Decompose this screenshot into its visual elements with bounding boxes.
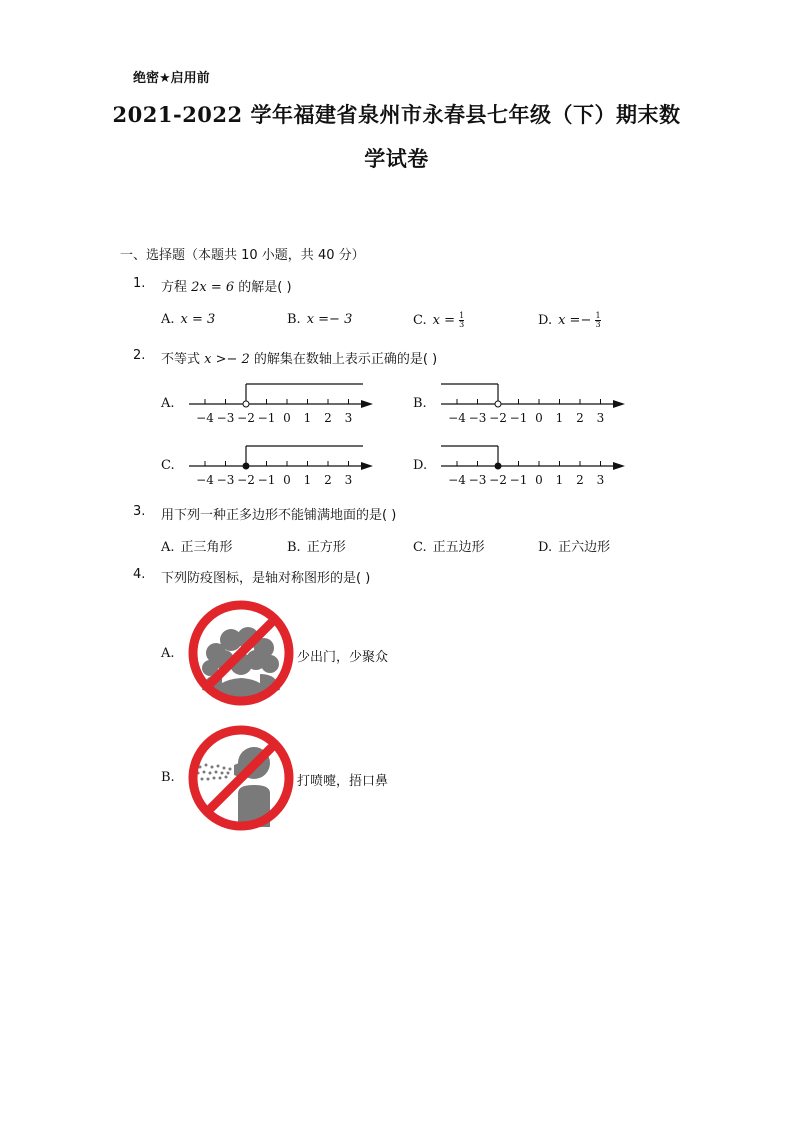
option-label: C. [413,313,427,328]
number-line-d [437,440,632,490]
tick-label: −3 [216,411,235,425]
option-text: 正五边形 [432,540,485,555]
tick-label: 1 [555,473,564,487]
number-line-b [437,378,632,428]
option-text: 正三角形 [180,540,233,555]
tick-label: −1 [509,473,528,487]
exam-title-line1: 2021-2022 学年福建省泉州市永春县七年级（下）期末数 [112,102,681,127]
tick-label: −4 [448,411,466,425]
option-text: x =− 3 [306,312,353,327]
option-a-label: A. [161,646,175,661]
closed-point [495,463,501,469]
stem-text: 的解是( ) [234,280,292,295]
axis-arrow [361,462,373,470]
tick-label: 1 [303,473,312,487]
tick-label: 3 [344,473,353,487]
option-d-label: D. [413,458,428,473]
tick-label: 0 [535,411,543,425]
tick-label: 3 [344,411,353,425]
closed-point [243,463,249,469]
tick-label: 2 [324,473,332,487]
fraction-numerator: 1 [459,311,465,320]
tick-label: −4 [196,473,214,487]
number-line-a [185,378,380,428]
stem-text: 不等式 [161,352,205,367]
option-b [287,536,346,555]
option-text: x = 3 [180,312,216,327]
stem-text: 方程 [161,280,192,295]
option-text: x =− [558,313,596,328]
option-label: C. [413,540,427,555]
question-number: 4. [133,567,146,582]
stem-math: x >− 2 [204,352,250,367]
open-point [243,401,249,407]
option-label: D. [538,540,553,555]
tick-label: 1 [303,411,312,425]
fraction-denominator: 3 [459,320,465,329]
tick-label: −4 [448,473,466,487]
tick-label: −1 [257,473,276,487]
icon-caption: 少出门，少聚众 [297,650,389,665]
question-number: 2. [133,348,146,363]
stem-text: 的解集在数轴上表示正确的是( ) [249,352,438,367]
section-heading: 一、选择题（本题共 10 小题，共 40 分） [120,248,365,263]
tick-label: 0 [283,473,291,487]
option-label: D. [538,313,553,328]
option-text: 正六边形 [558,540,611,555]
tick-label: −3 [216,473,235,487]
option-d [538,536,610,555]
exam-title-line2: 学试卷 [364,146,429,171]
tick-label: −2 [237,411,255,425]
option-b [287,312,352,327]
option-c-label: C. [161,458,175,473]
stem-math: 2x = 6 [191,280,235,295]
option-c [413,312,464,329]
axis-arrow [361,400,373,408]
tick-label: 0 [535,473,543,487]
tick-label: 3 [596,473,605,487]
option-b-label: B. [161,770,175,785]
tick-label: 3 [596,411,605,425]
icon-caption: 打喷嚏，捂口鼻 [297,774,389,789]
option-a-label: A. [161,396,175,411]
fraction-numerator: 1 [595,311,601,320]
tick-label: −4 [196,411,214,425]
fraction [459,312,464,329]
tick-label: −3 [468,473,487,487]
option-a [161,536,233,555]
question-number: 1. [133,276,146,291]
cover-sneeze-icon [186,723,296,833]
tick-label: 2 [324,411,332,425]
question-stem: 用下列一种正多边形不能铺满地面的是( ) [161,508,397,523]
tick-label: −2 [489,411,507,425]
tick-label: −2 [237,473,255,487]
tick-label: −1 [509,411,528,425]
option-label: A. [161,540,175,555]
axis-arrow [613,400,625,408]
option-text: x = [432,313,460,328]
option-a [161,312,215,327]
open-point [495,401,501,407]
confidential-mark: 绝密★启用前 [133,71,210,86]
tick-label: 2 [576,411,584,425]
option-text: 正方形 [306,540,346,555]
number-line-c [185,440,380,490]
fraction [595,312,600,329]
question-number: 3. [133,504,146,519]
option-d [538,312,601,329]
question-stem [161,276,292,295]
question-stem [161,348,437,367]
option-c [413,536,485,555]
option-b-label: B. [413,396,427,411]
tick-label: 0 [283,411,291,425]
tick-label: 1 [555,411,564,425]
option-label: B. [287,540,301,555]
tick-label: 2 [576,473,584,487]
fraction-denominator: 3 [595,320,601,329]
no-gathering-icon [186,598,296,708]
question-stem: 下列防疫图标，是轴对称图形的是( ) [161,571,371,586]
option-label: B. [287,312,301,327]
tick-label: −1 [257,411,276,425]
option-label: A. [161,312,175,327]
tick-label: −2 [489,473,507,487]
axis-arrow [613,462,625,470]
tick-label: −3 [468,411,487,425]
